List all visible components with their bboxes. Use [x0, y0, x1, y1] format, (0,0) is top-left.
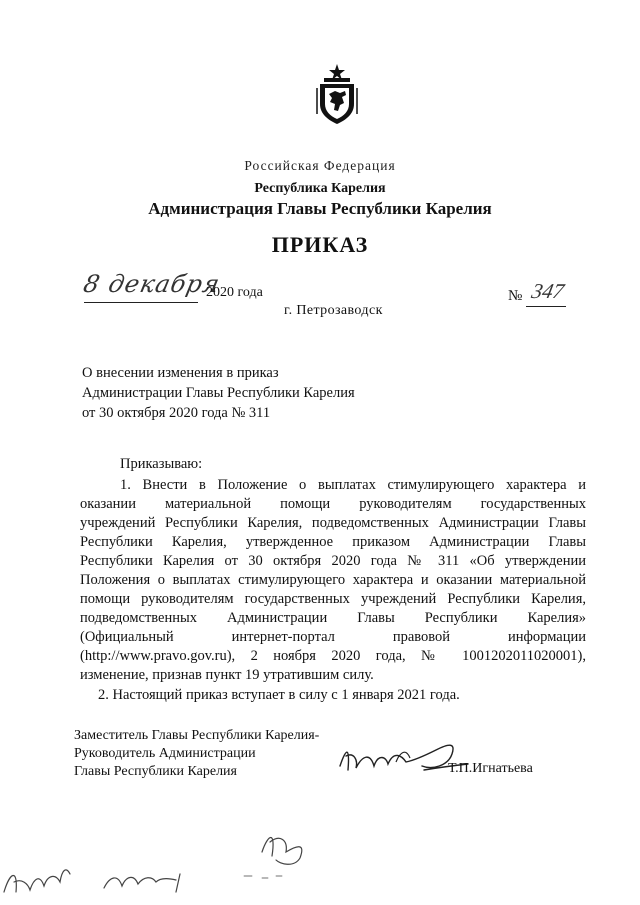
- item1-line: подведомственных Администрации Главы Республики Карелия»: [80, 610, 586, 626]
- city-line: г. Петрозаводск: [284, 303, 383, 318]
- order-body: [80, 455, 586, 705]
- document-year: 2020 года: [206, 285, 263, 300]
- document-type-title: ПРИКАЗ: [271, 232, 369, 257]
- item1-line: Республики Карелия, утвержденное приказом Администрации Главы: [80, 534, 586, 550]
- item1-line: помощи руководителям государственных учреждений Республики Карелия,: [80, 591, 586, 607]
- intro-text: Приказываю:: [120, 456, 203, 472]
- number-label: №: [508, 288, 523, 304]
- position-line: Заместитель Главы Республики Карелия-: [74, 728, 320, 743]
- item1-line: изменение, признав пункт 19 утратившим силу.: [80, 667, 374, 683]
- item1-line: Положения о выплатах стимулирующего характера и оказании материальной: [80, 572, 586, 588]
- karelia-coat-of-arms-emblem: [314, 64, 360, 124]
- subject-line: Администрации Главы Республики Карелия: [82, 385, 355, 401]
- item1-line: оказании материальной помощи руководителям государственных: [80, 496, 586, 512]
- republic-heading: Республика Карелия: [254, 181, 386, 196]
- administration-heading: Администрация Главы Республики Карелия: [148, 199, 492, 218]
- country-heading: Российская Федерация: [244, 158, 396, 173]
- item1-line: 1. Внести в Положение о выплатах стимулирующего характера и: [120, 477, 586, 493]
- handwritten-signature: [336, 726, 476, 788]
- item2-text: 2. Настоящий приказ вступает в силу с 1 января 2021 года.: [98, 687, 460, 703]
- position-line: Руководитель Администрации: [74, 746, 256, 761]
- signatory-name: Т.П.Игнатьева: [448, 761, 533, 776]
- subject-line: от 30 октября 2020 года № 311: [82, 405, 271, 421]
- signatory-position: [74, 727, 319, 781]
- item1-line: (Официальный интернет-портал правовой информации: [80, 629, 586, 645]
- subject-line: О внесении изменения в приказ: [82, 365, 279, 381]
- item1-line: (http://www.pravo.gov.ru), 2 ноября 2020 года, № 1001202011020001),: [80, 648, 586, 664]
- number-underline: [526, 306, 566, 307]
- handwritten-date: 8 декабря: [81, 270, 223, 298]
- item1-line: учреждений Республики Карелия, подведомственных Администрации Главы: [80, 515, 586, 531]
- subject-block: [82, 363, 355, 423]
- handwritten-number: 347: [529, 279, 567, 303]
- position-line: Главы Республики Карелия: [74, 764, 237, 779]
- handwritten-approval-marks: [0, 812, 640, 902]
- date-underline: [84, 302, 198, 303]
- item1-line: Республики Карелия от 30 октября 2020 года № 311 «Об утверждении: [80, 553, 586, 569]
